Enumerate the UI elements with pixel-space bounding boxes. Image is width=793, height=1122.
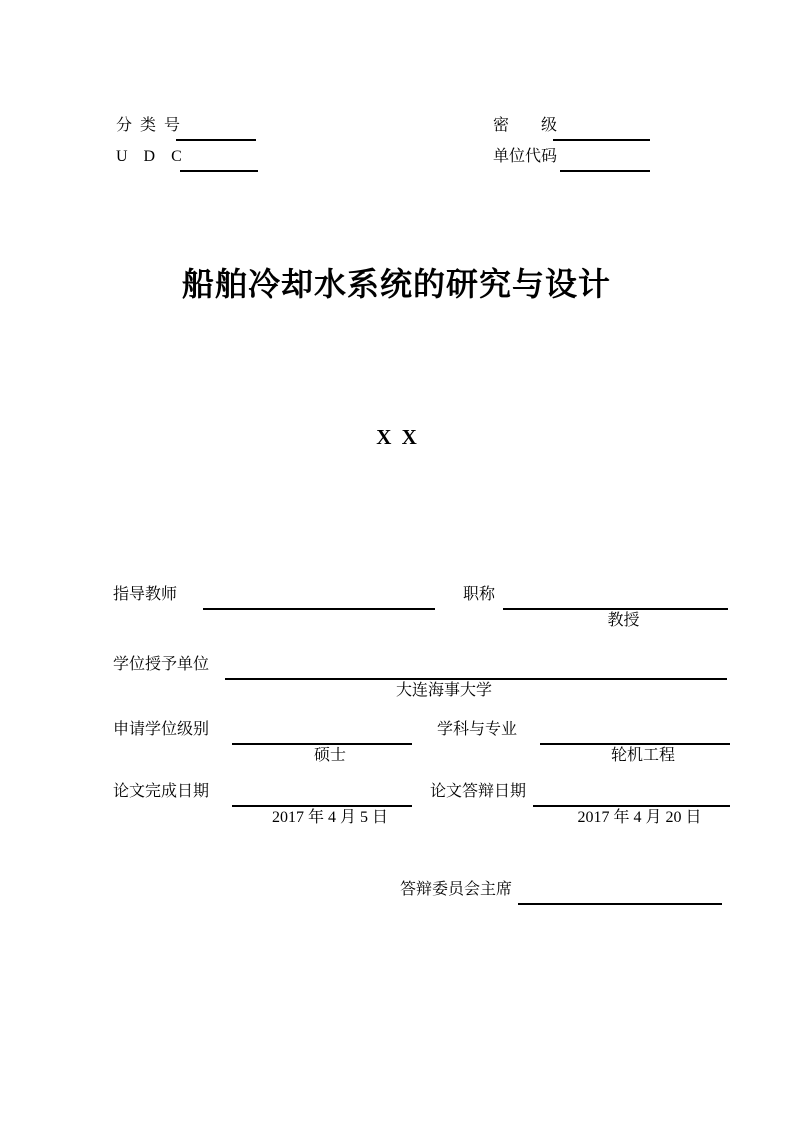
completion-date-input-line[interactable] (232, 779, 412, 826)
professional-title-input-line[interactable] (503, 582, 728, 629)
security-level-label: 密 级 (493, 117, 558, 134)
degree-granting-unit-input-line[interactable] (225, 652, 727, 699)
unit-code-input-line[interactable] (560, 144, 650, 172)
degree-level-input-line[interactable] (232, 717, 412, 764)
degree-level-label: 申请学位级别 (113, 721, 210, 738)
degree-level-value: 硕士 (313, 747, 346, 764)
degree-granting-unit-label: 学位授予单位 (113, 656, 210, 673)
author-name: X X (376, 425, 417, 449)
completion-date-value: 2017 年 4 月 5 日 (271, 809, 388, 826)
udc-label: U D C (116, 148, 182, 165)
defense-date-value: 2017 年 4 月 20 日 (577, 809, 702, 826)
discipline-label: 学科与专业 (437, 721, 518, 738)
unit-code-label: 单位代码 (493, 148, 558, 165)
defense-date-label: 论文答辩日期 (430, 783, 527, 800)
completion-date-label: 论文完成日期 (113, 783, 210, 800)
professional-title-label: 职称 (463, 586, 496, 603)
professional-title-value: 教授 (607, 612, 640, 629)
discipline-value: 轮机工程 (610, 747, 675, 764)
udc-input-line[interactable] (180, 144, 258, 172)
supervisor-label: 指导教师 (113, 586, 178, 603)
committee-chair-label: 答辩委员会主席 (400, 881, 513, 898)
classification-input-line[interactable] (176, 113, 256, 141)
committee-chair-input-line[interactable] (518, 877, 722, 905)
classification-label: 分 类 号 (116, 117, 181, 134)
defense-date-input-line[interactable] (533, 779, 730, 826)
supervisor-input-line[interactable] (203, 582, 435, 610)
security-level-input-line[interactable] (553, 113, 650, 141)
discipline-input-line[interactable] (540, 717, 730, 764)
thesis-title: 船舶冷却水系统的研究与设计 (181, 266, 611, 302)
degree-granting-unit-value: 大连海事大学 (395, 682, 492, 699)
